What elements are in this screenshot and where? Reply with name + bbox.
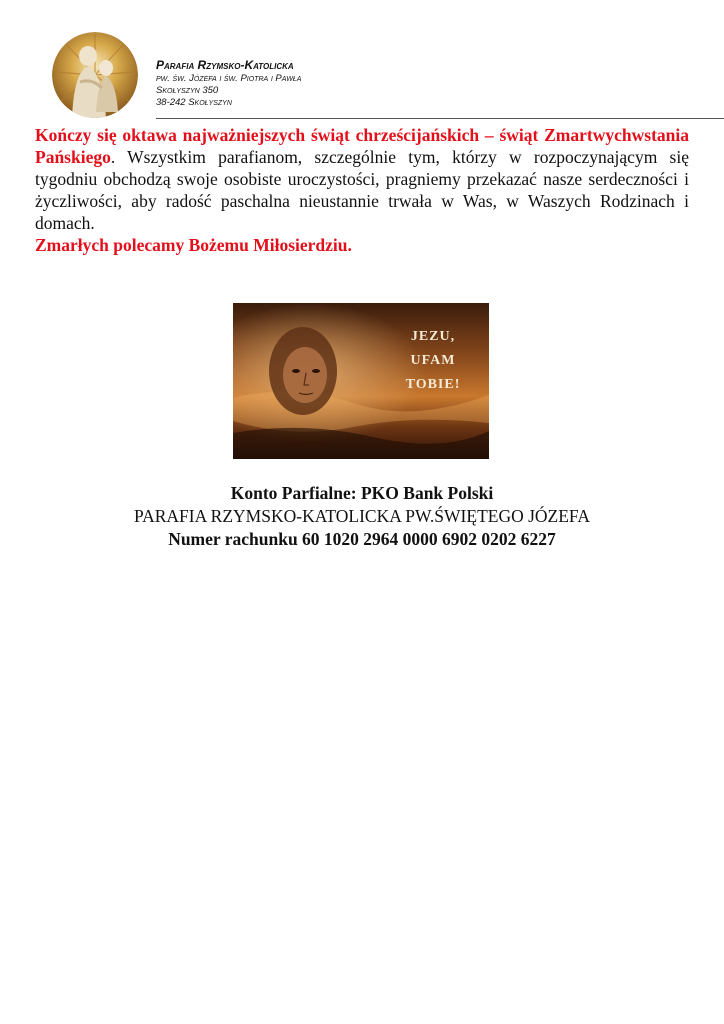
- saints-logo-icon: [52, 32, 138, 118]
- announcement-text: . Wszystkim parafianom, szczególnie tym, którzy w rozpoczynającym się tygodniu obchodzą swoje osobiste uroczystości, pragniemy przekazać nasze serdeczności i życzliwości, aby radość paschalna nieustannie trwała w Was, w Waszych Rodzinach i domach.: [35, 147, 689, 233]
- account-title: Konto Parfialne: PKO Bank Polski: [230, 483, 494, 503]
- image-text-line2: UFAM: [410, 353, 456, 368]
- announcement-paragraph: [35, 124, 689, 234]
- divine-mercy-image: [233, 303, 489, 459]
- parish-address-block: [156, 58, 301, 109]
- header-divider: [156, 118, 724, 119]
- bank-account-info: [0, 482, 724, 551]
- parish-street: Skołyszyn 350: [156, 84, 219, 96]
- parish-patrons: pw. św. Józefa i św. Piotra i Pawła: [156, 73, 302, 84]
- image-text-line3: TOBIE!: [405, 377, 461, 392]
- parish-name: Parafia Rzymsko-Katolicka: [156, 58, 294, 72]
- prayer-for-deceased: Zmarłych polecamy Bożemu Miłosierdziu.: [35, 235, 352, 255]
- easter-octave-heading: Kończy się oktawa najważniejszych świąt chrześcijańskich – świąt Zmartwychwstania Pańskiego: [35, 125, 689, 167]
- parish-full-name: PARAFIA RZYMSKO-KATOLICKA PW.ŚWIĘTEGO JÓZEFA: [133, 506, 591, 526]
- page-header: [52, 32, 692, 118]
- account-number: Numer rachunku 60 1020 2964 0000 6902 0202 6227: [168, 529, 556, 549]
- parish-postcode: 38-242 Skołyszyn: [156, 96, 232, 108]
- parish-logo: [52, 32, 138, 118]
- announcement-body: [35, 124, 689, 256]
- image-text-line1: JEZU,: [410, 329, 456, 344]
- jesus-image-icon: [233, 303, 489, 459]
